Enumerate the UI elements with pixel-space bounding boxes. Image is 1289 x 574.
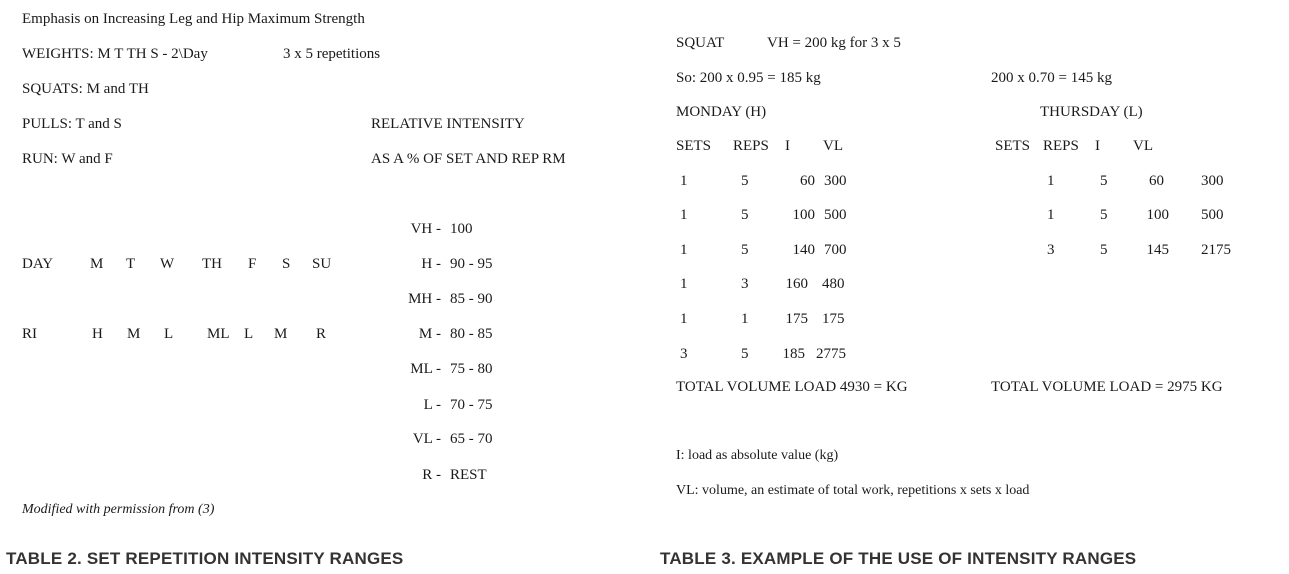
cell-i: 100	[1146, 207, 1169, 223]
cell-vl: 2175	[1201, 242, 1231, 258]
intensity-code: H -	[421, 256, 441, 272]
day-cell: T	[126, 256, 136, 272]
cell-reps: 3	[741, 276, 749, 292]
intensity-code: ML -	[410, 361, 441, 377]
cell-i: 140	[792, 242, 815, 258]
day-cell: F	[248, 256, 257, 272]
ri-title-line-1: RELATIVE INTENSITY	[371, 116, 525, 132]
intensity-range: 65 - 70	[450, 431, 493, 447]
ri-cell: L	[164, 326, 174, 342]
day-cell: W	[160, 256, 175, 272]
cell-vl: 500	[1201, 207, 1224, 223]
cell-sets: 1	[680, 242, 688, 258]
day-cell: SU	[312, 256, 332, 272]
cell-sets: 1	[680, 311, 688, 327]
cell-reps: 5	[1100, 242, 1108, 258]
day-cell: TH	[202, 256, 222, 272]
ri-cell: R	[316, 326, 327, 342]
col-header: SETS	[995, 138, 1031, 154]
squat-label: SQUAT	[676, 35, 725, 51]
so-calc: So: 200 x 0.95 = 185 kg	[676, 70, 821, 86]
ri-title-line-2: AS A % OF SET AND REP RM	[371, 151, 566, 167]
cell-sets: 1	[1047, 207, 1055, 223]
cell-vl: 300	[1201, 173, 1224, 189]
intensity-code: L -	[423, 397, 441, 413]
table2-heading: Emphasis on Increasing Leg and Hip Maximum Strength	[22, 11, 365, 27]
intensity-code: R -	[422, 467, 441, 483]
intensity-range: 100	[450, 221, 473, 237]
ri-cell: M	[274, 326, 288, 342]
cell-sets: 1	[1047, 173, 1055, 189]
cell-vl: 300	[824, 173, 847, 189]
cell-sets: 3	[1047, 242, 1055, 258]
cell-reps: 5	[1100, 173, 1108, 189]
cell-sets: 3	[680, 346, 688, 362]
intensity-range: 70 - 75	[450, 397, 493, 413]
col-header: I	[1095, 138, 1100, 154]
monday-total: TOTAL VOLUME LOAD 4930 = KG	[676, 379, 908, 395]
intensity-code: M -	[418, 326, 441, 342]
cell-i: 60	[1149, 173, 1164, 189]
cell-reps: 5	[741, 242, 749, 258]
cell-i: 100	[792, 207, 815, 223]
cell-i: 60	[800, 173, 815, 189]
cell-reps: 5	[741, 207, 749, 223]
col-header: VL	[823, 138, 843, 154]
cell-reps: 1	[741, 311, 749, 327]
intensity-code: MH -	[408, 291, 441, 307]
col-header: VL	[1133, 138, 1153, 154]
col-header: REPS	[733, 138, 769, 154]
cell-i: 160	[785, 276, 808, 292]
legend-vl: VL: volume, an estimate of total work, repetitions x sets x load	[676, 483, 1030, 498]
ri-cell: L	[244, 326, 254, 342]
intensity-code: VH -	[410, 221, 441, 237]
intensity-range: 80 - 85	[450, 326, 493, 342]
cell-sets: 1	[680, 207, 688, 223]
thursday-total: TOTAL VOLUME LOAD = 2975 KG	[991, 379, 1223, 395]
ri-cell: H	[92, 326, 103, 342]
monday-label: MONDAY (H)	[676, 104, 767, 120]
cell-i: 175	[785, 311, 808, 327]
cell-vl: 480	[822, 276, 845, 292]
cell-sets: 1	[680, 173, 688, 189]
col-header: I	[785, 138, 790, 154]
squats-line: SQUATS: M and TH	[22, 81, 149, 97]
intensity-code: VL -	[412, 431, 441, 447]
day-cell: M	[90, 256, 104, 272]
day-cell: S	[282, 256, 291, 272]
legend-i: I: load as absolute value (kg)	[676, 448, 839, 463]
cell-vl: 2775	[816, 346, 846, 362]
thursday-label: THURSDAY (L)	[1040, 104, 1143, 120]
cell-sets: 1	[680, 276, 688, 292]
cell-vl: 175	[822, 311, 845, 327]
day-label: DAY	[22, 256, 54, 272]
ri-label: RI	[22, 326, 37, 342]
table2-caption: TABLE 2. SET REPETITION INTENSITY RANGES	[6, 549, 404, 568]
col-header: REPS	[1043, 138, 1079, 154]
run-line: RUN: W and F	[22, 151, 113, 167]
cell-vl: 500	[824, 207, 847, 223]
cell-vl: 700	[824, 242, 847, 258]
intensity-range: 85 - 90	[450, 291, 493, 307]
col-header: SETS	[676, 138, 712, 154]
table3-caption: TABLE 3. EXAMPLE OF THE USE OF INTENSITY RANGES	[660, 549, 1137, 568]
cell-reps: 5	[741, 346, 749, 362]
pulls-line: PULLS: T and S	[22, 116, 122, 132]
permission-note: Modified with permission from (3)	[22, 502, 215, 517]
weights-reps: 3 x 5 repetitions	[283, 46, 381, 62]
weights-line: WEIGHTS: M T TH S - 2\Day	[22, 46, 208, 62]
second-calc: 200 x 0.70 = 145 kg	[991, 70, 1112, 86]
cell-reps: 5	[1100, 207, 1108, 223]
intensity-range: 90 - 95	[450, 256, 493, 272]
squat-vh: VH = 200 kg for 3 x 5	[767, 35, 901, 51]
cell-i: 145	[1146, 242, 1169, 258]
ri-cell: M	[127, 326, 141, 342]
cell-reps: 5	[741, 173, 749, 189]
intensity-range: REST	[450, 467, 487, 483]
ri-cell: ML	[207, 326, 230, 342]
intensity-range: 75 - 80	[450, 361, 493, 377]
cell-i: 185	[782, 346, 805, 362]
